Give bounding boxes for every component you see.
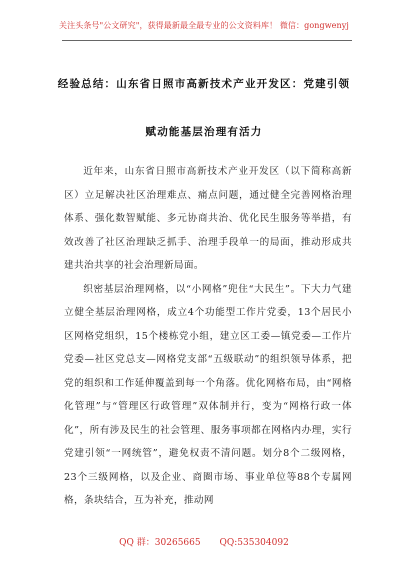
footer-qq-number: QQ:535304092 bbox=[219, 538, 289, 548]
footer-contact bbox=[0, 535, 408, 548]
document-title-line-2: 赋动能基层治理有活力 bbox=[145, 126, 263, 138]
header-divider bbox=[62, 40, 352, 41]
header-banner: 关注头条号"公文研究"，获得最新最全最专业的公文资料库！ 微信：gongwenyj bbox=[59, 21, 349, 30]
body-paragraph: 织密基层治理网格，以“小网格”兜住“大民生”。下大力气建立健全基层治理网格，成立4个功能型工作片党委，13个居民小区网格党组织，15个楼栋党小组，建立区工委—镇党委—工作片党委—社区党总支—网格党支部“五级联动”的组织领导体系，把党的组织和工作延伸覆盖到每一个角落。优化网格布局，由“网格化管理”与“管理区行政管理”双体制并行，变为“网格行政一体化”，所有涉及民生的社会管理、服务事项都在网格内办理，实行党建引领“一网统管”，避免权责不清问题。划分8个二级网格，23个三级网格，以及企业、商圈市场、事业单位等88个专属网格，条块结合，互为补充，推动网 bbox=[64, 283, 352, 506]
body-paragraph: 近年来，山东省日照市高新技术产业开发区（以下简称高新区）立足解决社区治理难点、痛点问题，通过健全完善网格治理体系、强化数智赋能、多元协商共治、优化民生服务等举措，有效改善了社区治理缺乏抓手、治理手段单一的局面，推动形成共建共治共享的社会治理新局面。 bbox=[64, 166, 352, 271]
document-title-line-1: 经验总结：山东省日照市高新技术产业开发区：党建引领 bbox=[57, 78, 351, 90]
footer-qq-group: QQ 群：30265665 bbox=[119, 538, 201, 548]
document-body bbox=[64, 160, 352, 513]
